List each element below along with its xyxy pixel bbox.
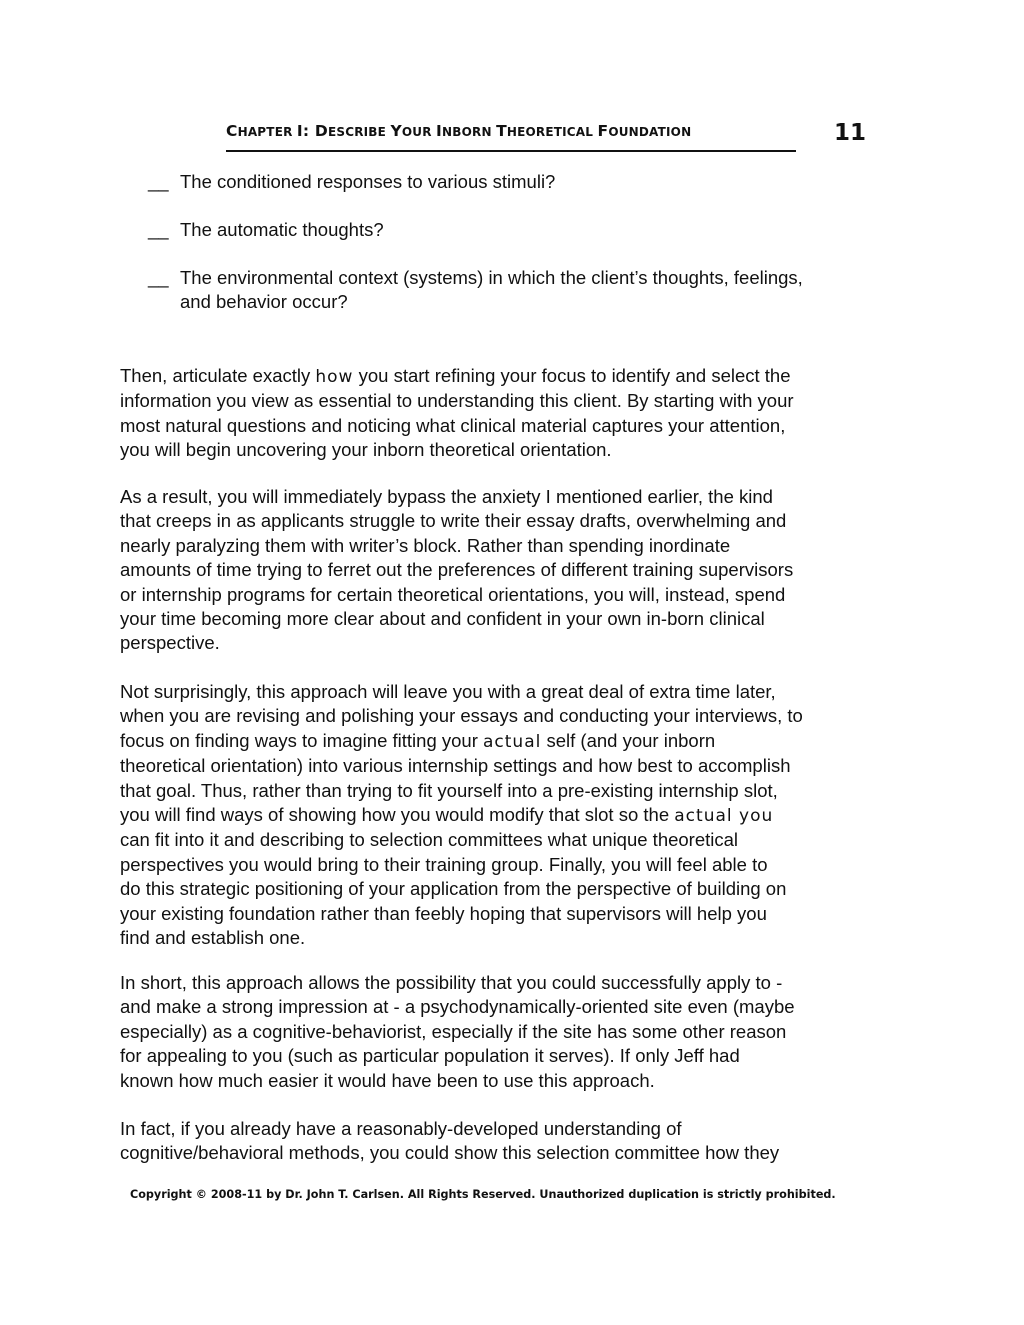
- check-blank: __: [148, 266, 169, 288]
- body-text: for appealing to you (such as particular population it serves). If only Jeff had: [120, 1045, 740, 1067]
- header-text: T: [496, 122, 507, 140]
- body-text: theoretical orientation) into various internship settings and how best to accomplish: [120, 755, 791, 777]
- header-text: ESCRIBE: [327, 125, 391, 139]
- header-text: D: [314, 122, 328, 140]
- text-line: [120, 1141, 880, 1165]
- copyright-footer: Copyright © 2008-11 by Dr. John T. Carlsen. All Rights Reserved. Unauthorized duplication is strictly prohibited.: [130, 1188, 836, 1201]
- checklist-item: [148, 266, 888, 315]
- text-line: [120, 631, 880, 655]
- body-text: that goal. Thus, rather than trying to fit yourself into a pre-existing internship slot,: [120, 779, 778, 801]
- text-line: [120, 729, 880, 754]
- text-line: [120, 828, 880, 852]
- body-text: As a result, you will immediately bypass the anxiety I mentioned earlier, the kind: [120, 486, 773, 507]
- body-text: self (and your inborn: [541, 729, 716, 751]
- text-line: [120, 680, 880, 704]
- chapter-header: [226, 122, 796, 152]
- text-line: [120, 1117, 880, 1141]
- emphasis-text: actual: [483, 731, 542, 752]
- body-text: your existing foundation rather than feebly hoping that supervisors will help you: [120, 902, 767, 924]
- body-text: In short, this approach allows the possibility that you could successfully apply to -: [120, 972, 783, 993]
- paragraph: [120, 1117, 880, 1166]
- body-text: do this strategic positioning of your application from the perspective of building on: [120, 878, 787, 900]
- text-line: [120, 389, 880, 413]
- body-text: that creeps in as applicants struggle to write their essay drafts, overwhelming and: [120, 510, 787, 532]
- text-line: [120, 853, 880, 877]
- page-number: 11: [834, 120, 867, 146]
- text-line: [120, 877, 880, 901]
- checklist-item-text: The environmental context (systems) in which the client’s thoughts, feelings, and behavior occur?: [180, 266, 803, 313]
- header-text: OUNDATION: [608, 125, 692, 139]
- text-line: [120, 607, 880, 631]
- paragraph: [120, 971, 880, 1093]
- text-line: [120, 902, 880, 926]
- body-text: when you are revising and polishing your essays and conducting your interviews, to: [120, 705, 803, 727]
- body-text: cognitive/behavioral methods, you could show this selection committee how they: [120, 1142, 780, 1164]
- body-text: you will begin uncovering your inborn theoretical orientation.: [120, 439, 612, 461]
- text-line: [120, 971, 880, 995]
- text-line: [120, 779, 880, 803]
- body-text: nearly paralyzing them with writer’s block. Rather than spending inordinate: [120, 534, 731, 556]
- body-text: perspectives you would bring to their training group. Finally, you will feel able to: [120, 853, 768, 875]
- body-text: perspective.: [120, 632, 220, 654]
- body-text: can fit into it and describing to selection committees what unique theoretical: [120, 829, 739, 851]
- paragraph: [120, 680, 880, 950]
- text-line: [120, 509, 880, 533]
- text-line: [120, 364, 880, 389]
- body-text: you will find ways of showing how you would modify that slot so the: [120, 804, 675, 826]
- body-text: you start refining your focus to identify and select the: [353, 365, 791, 386]
- header-text: C: [226, 122, 238, 140]
- checklist-item-text: The conditioned responses to various stimuli?: [180, 171, 556, 192]
- header-text: NBORN: [442, 125, 497, 139]
- body-text: Not surprisingly, this approach will leave you with a great deal of extra time later,: [120, 681, 776, 702]
- header-text: I: [436, 122, 443, 140]
- body-text: amounts of time trying to ferret out the preferences of different training supervisors: [120, 559, 794, 581]
- header-text: OUR: [401, 125, 437, 139]
- emphasis-text: how: [315, 367, 354, 387]
- body-text: most natural questions and noticing what clinical material captures your attention,: [120, 414, 786, 436]
- check-blank: __: [148, 218, 169, 240]
- body-text: focus on finding ways to imagine fitting your: [120, 729, 483, 751]
- paragraph: [120, 485, 880, 656]
- text-line: [120, 995, 880, 1019]
- text-line: [120, 438, 880, 462]
- text-line: [120, 1020, 880, 1044]
- text-line: [120, 583, 880, 607]
- text-line: [120, 534, 880, 558]
- text-line: [120, 754, 880, 778]
- check-blank: __: [148, 171, 169, 192]
- text-line: [120, 926, 880, 950]
- emphasis-text: actual you: [674, 806, 774, 827]
- checklist-item: [148, 170, 888, 194]
- body-text: especially) as a cognitive-behaviorist, especially if the site has some other reason: [120, 1020, 787, 1042]
- paragraph: [120, 364, 880, 463]
- body-text: or internship programs for certain theoretical orientations, you will, instead, spend: [120, 583, 786, 605]
- body-text: known how much easier it would have been to use this approach.: [120, 1069, 655, 1091]
- header-text: Y: [390, 122, 402, 140]
- text-line: [120, 1044, 880, 1068]
- body-text: Then, articulate exactly: [120, 365, 316, 386]
- checklist-item-text: The automatic thoughts?: [180, 218, 384, 240]
- text-line: [120, 414, 880, 438]
- text-line: [120, 558, 880, 582]
- body-text: find and establish one.: [120, 927, 306, 949]
- header-text: I:: [296, 122, 315, 140]
- header-text: F: [597, 122, 609, 140]
- text-line: [120, 803, 880, 828]
- text-line: [120, 485, 880, 509]
- text-line: [120, 1069, 880, 1093]
- header-text: HAPTER: [237, 125, 297, 139]
- text-line: [120, 704, 880, 728]
- header-text: HEORETICAL: [506, 125, 598, 139]
- checklist: [148, 170, 888, 338]
- body-text: and make a strong impression at - a psychodynamically-oriented site even (maybe: [120, 996, 795, 1018]
- checklist-item: [148, 218, 888, 242]
- body-text: your time becoming more clear about and confident in your own in-born clinical: [120, 608, 765, 630]
- body-text: information you view as essential to understanding this client. By starting with your: [120, 390, 794, 412]
- body-text: In fact, if you already have a reasonably-developed understanding of: [120, 1118, 682, 1139]
